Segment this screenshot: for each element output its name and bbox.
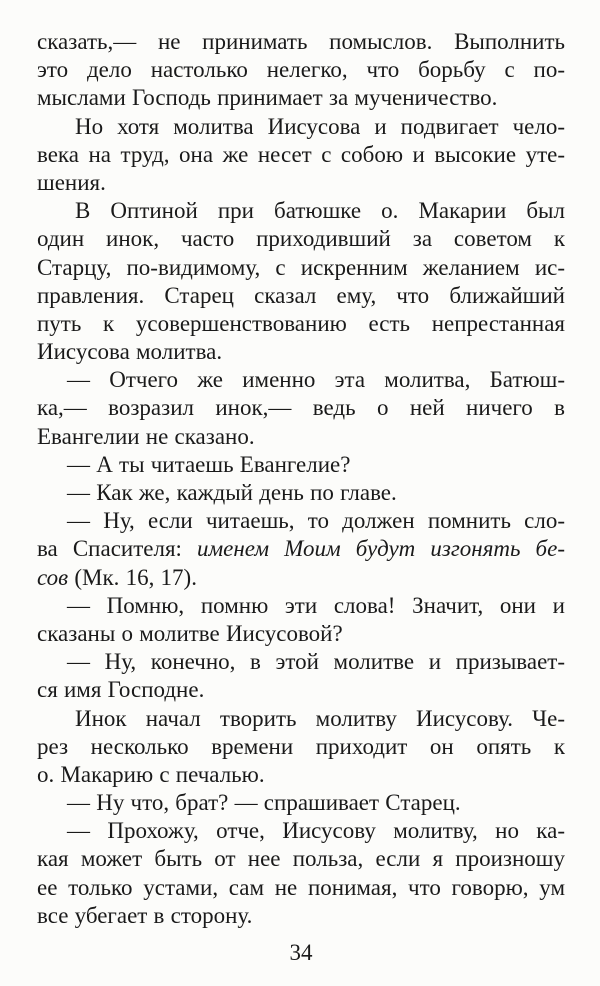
text-segment: — Ну, конечно, в этой молитве и призывает- [67, 649, 565, 675]
text-line [37, 197, 565, 225]
text-line [37, 845, 565, 873]
text-line [37, 789, 565, 817]
text-line [37, 28, 565, 56]
italic-text-segment: именем Моим будут изгонять бе- [196, 536, 565, 562]
text-line [37, 338, 565, 366]
text-segment: Старцу, по-видимому, с искренним желанием ис- [37, 254, 565, 280]
text-segment: — Прохожу, отче, Иисусову молитву, но ка- [67, 818, 565, 844]
page-number: 34 [289, 940, 313, 965]
text-line [37, 648, 565, 676]
text-line [37, 423, 565, 451]
text-segment: сказать,— не принимать помыслов. Выполнить [37, 29, 565, 54]
text-segment: — Ну, если читаешь, то должен помнить сло- [67, 508, 565, 534]
text-line [37, 169, 565, 197]
page-text [37, 28, 565, 930]
text-segment: рез несколько времени приходит он опять к [37, 733, 565, 759]
text-segment: один инок, часто приходивший за советом к [37, 226, 565, 252]
text-segment: ка,— возразил инок,— ведь о ней ничего в [37, 395, 565, 421]
text-segment: о. Макарию с печалью. [37, 761, 265, 787]
text-line [37, 113, 565, 141]
text-line [37, 479, 565, 507]
text-line [37, 817, 565, 845]
text-line [37, 535, 565, 563]
text-segment: века на труд, она же несет с собою и высокие уте- [37, 141, 565, 167]
text-line [37, 902, 565, 930]
text-segment: — А ты читаешь Евангелие? [67, 451, 351, 477]
text-line [37, 874, 565, 902]
text-line [37, 705, 565, 733]
text-segment: В Оптиной при батюшке о. Макарии был [75, 198, 565, 224]
text-segment: Иисусова молитва. [37, 339, 223, 365]
text-line [37, 141, 565, 169]
text-segment: (Мк. 16, 17). [68, 564, 197, 590]
text-segment: кая может быть от нее польза, если я произношу [37, 846, 565, 872]
text-line [37, 310, 565, 338]
text-segment: мыслами Господь принимает за мученичество. [37, 85, 498, 111]
text-segment: все убегает в сторону. [37, 902, 253, 928]
text-line [37, 225, 565, 253]
text-segment: — Отчего же именно эта молитва, Батюш- [67, 367, 565, 393]
text-segment: ее только устами, сам не понимая, что говорю, ум [37, 874, 565, 900]
text-line [37, 56, 565, 84]
text-line [37, 394, 565, 422]
text-line [37, 592, 565, 620]
italic-text-segment: сов [37, 564, 69, 590]
text-segment: ся имя Господне. [37, 677, 205, 703]
text-segment: это дело настолько нелегко, что борьбу с по- [37, 57, 565, 83]
text-segment: сказаны о молитве Иисусовой? [37, 620, 343, 646]
text-line [37, 507, 565, 535]
text-segment: Но хотя молитва Иисусова и подвигает чело- [75, 113, 565, 139]
text-segment: Евангелии не сказано. [37, 423, 255, 449]
text-line [37, 84, 565, 112]
text-segment: путь к усовершенствованию есть непрестанная [37, 310, 565, 336]
folio-block [37, 930, 565, 967]
text-segment: шения. [37, 169, 106, 195]
text-line [37, 676, 565, 704]
text-line [37, 282, 565, 310]
text-line [37, 564, 565, 592]
text-segment: Инок начал творить молитву Иисусову. Че- [75, 705, 565, 731]
text-line [37, 620, 565, 648]
text-line [37, 733, 565, 761]
text-line [37, 366, 565, 394]
text-segment: ва Спасителя: [37, 536, 197, 562]
text-segment: — Помню, помню эти слова! Значит, они и [67, 592, 565, 618]
text-segment: — Ну что, брат? — спрашивает Старец. [67, 790, 461, 816]
text-segment: — Как же, каждый день по главе. [67, 480, 397, 505]
text-line [37, 761, 565, 789]
text-line [37, 451, 565, 479]
text-line [37, 254, 565, 282]
text-segment: правления. Старец сказал ему, что ближайший [37, 282, 565, 308]
